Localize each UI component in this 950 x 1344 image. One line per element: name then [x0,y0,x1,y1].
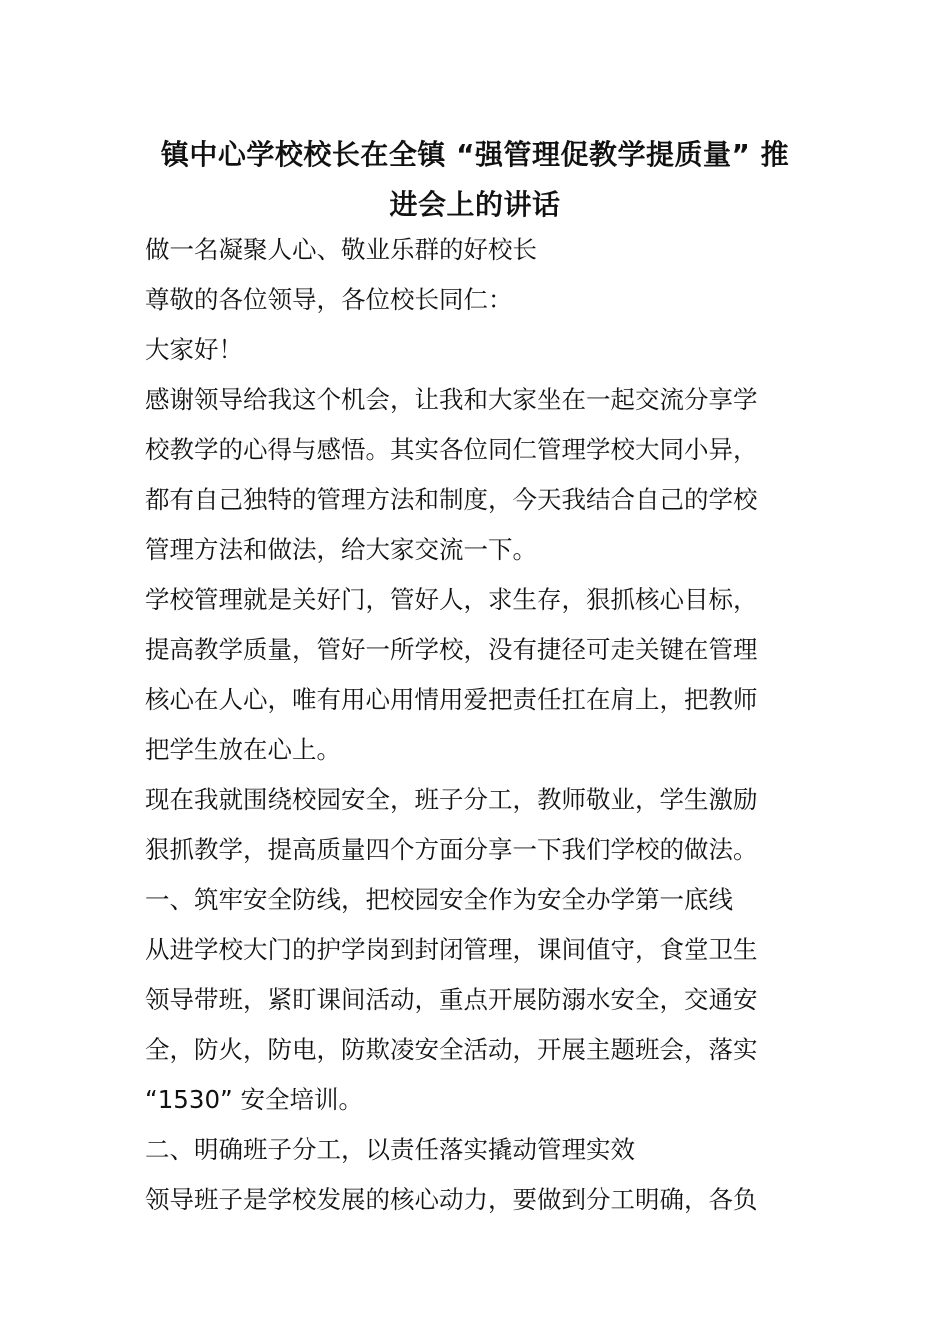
salutation-line: 尊敬的各位领导，各位校长同仁： [145,285,513,314]
paragraph-line: 从进学校大门的护学岗到封闭管理，课间值守，食堂卫生 [145,935,758,964]
paragraph-line: 都有自己独特的管理方法和制度，今天我结合自己的学校 [145,485,758,514]
paragraph-line: 感谢领导给我这个机会，让我和大家坐在一起交流分享学 [145,385,758,414]
greeting-line: 大家好！ [145,335,243,364]
paragraph-line: 现在我就围绕校园安全，班子分工，教师敬业，学生激励 [145,785,758,814]
paragraph-line: 全，防火，防电，防欺凌安全活动，开展主题班会，落实 [145,1035,758,1064]
section-heading-1: 一、筑牢安全防线，把校园安全作为安全办学第一底线 [145,885,733,914]
paragraph-line: 校教学的心得与感悟。其实各位同仁管理学校大同小异， [145,435,758,464]
paragraph-line: 学校管理就是关好门，管好人，求生存，狠抓核心目标， [145,585,758,614]
document-body [145,225,813,1225]
paragraph-line: 领导班子是学校发展的核心动力，要做到分工明确，各负 [145,1185,758,1214]
paragraph-line: 提高教学质量，管好一所学校，没有捷径可走关键在管理 [145,635,758,664]
paragraph-line: 把学生放在心上。 [145,735,341,764]
paragraph-line: 狠抓教学，提高质量四个方面分享一下我们学校的做法。 [145,835,758,864]
subtitle-line: 做一名凝聚人心、敬业乐群的好校长 [145,235,537,264]
title-line: 镇中心学校校长在全镇 “强管理促教学提质量” 推 [160,138,790,171]
document-title [140,130,810,230]
paragraph-line: 核心在人心，唯有用心用情用爱把责任扛在肩上，把教师 [145,685,758,714]
paragraph-line: 管理方法和做法，给大家交流一下。 [145,535,537,564]
paragraph-line: “1530” 安全培训。 [145,1085,364,1114]
section-heading-2: 二、明确班子分工，以责任落实撬动管理实效 [145,1135,635,1164]
paragraph-line: 领导带班，紧盯课间活动，重点开展防溺水安全，交通安 [145,985,758,1014]
title-line: 进会上的讲话 [389,188,561,221]
